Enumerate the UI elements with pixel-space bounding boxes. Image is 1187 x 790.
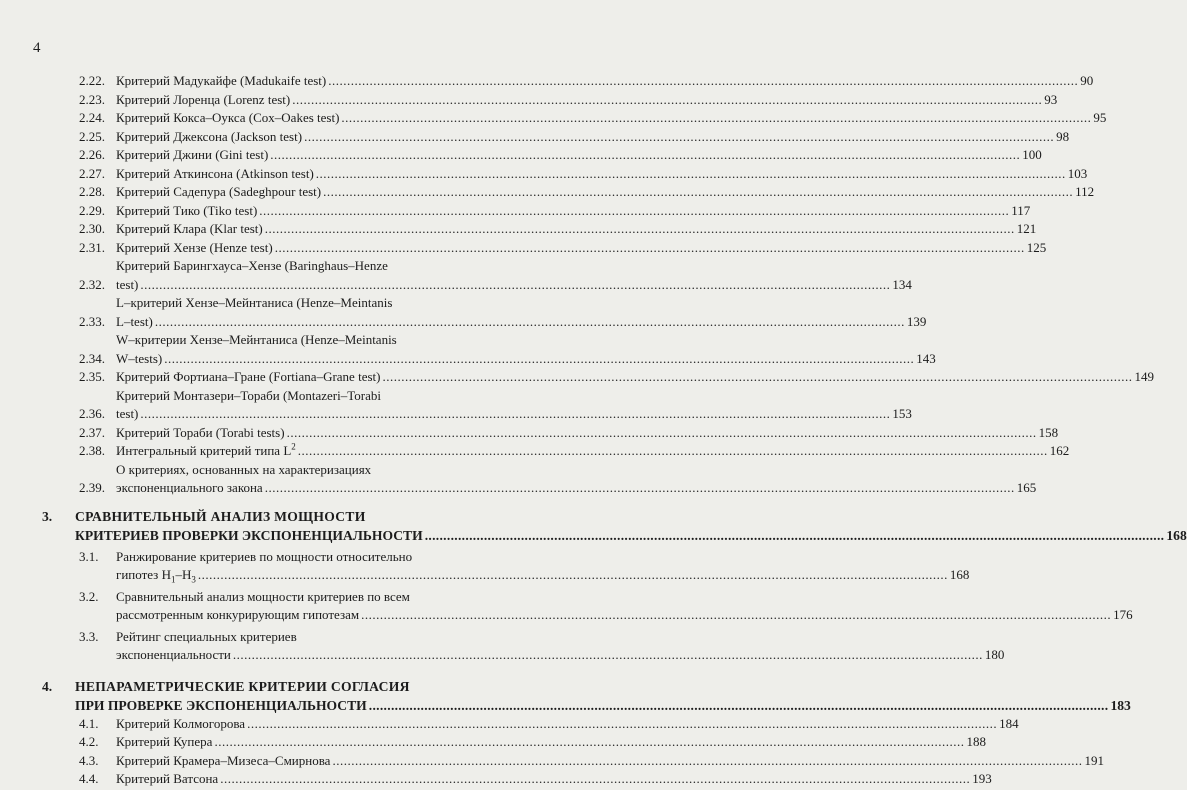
toc-chapter-4[interactable] [38,677,1131,715]
toc-entry[interactable] [38,165,1088,184]
toc-entry[interactable] [38,128,1070,147]
entry-page: 103 [1067,165,1088,181]
entry-number: 2.32. [79,276,105,292]
chapter-title-line2: ПРИ ПРОВЕРКЕ ЭКСПОНЕНЦИАЛЬНОСТИ [75,697,367,713]
entry-title: Критерий Джексона (Jackson test) [116,128,303,144]
entry-page: 168 [949,567,970,582]
entry-page: 191 [1084,752,1104,768]
entry-title-line2: экспоненциальности [116,647,231,662]
entry-title-line1: О критериях, основанных на характеризациях [116,461,372,477]
entry-number: 3.3. [79,628,99,644]
entry-page: 90 [1080,73,1094,88]
entry-title: Критерий Хензе (Henze test) [116,239,273,255]
leader-dots [328,72,1078,91]
chapter-page: 168 [1166,527,1187,543]
leader-dots [287,424,1037,443]
chapter-title-line1: НЕПАРАМЕТРИЧЕСКИЕ КРИТЕРИИ СОГЛАСИЯ [75,678,410,694]
entry-number: 2.31. [79,239,105,255]
entry-title-line1: Рейтинг специальных критериев [116,628,297,644]
entry-title-line2: L–test) [116,313,153,329]
entry-page: 149 [1134,369,1154,384]
toc-entry[interactable] [38,715,1019,734]
entry-title-line2: экспоненциального закона [116,480,263,495]
leader-dots [341,109,1091,128]
entry-title: Критерий Тико (Tiko test) [116,202,258,218]
entry-page: 139 [906,313,927,329]
entry-title: Критерий Клара (Klar test) [116,221,263,236]
entry-title-line1: Критерий Барингхауса–Хензе (Baringhaus–Henze [116,258,388,273]
entry-number: 2.33. [79,313,105,329]
toc-entry-2-36[interactable] [38,387,912,424]
entry-page: 143 [916,350,936,366]
entry-page: 100 [1022,147,1042,162]
subscript: 1 [170,574,176,585]
entry-page: 95 [1093,110,1107,125]
toc-entry-2-39[interactable] [38,461,1037,498]
entry-number: 4.3. [79,752,99,768]
subscript: 3 [191,574,196,585]
superscript: 2 [291,441,296,452]
entry-page: 117 [1011,202,1031,218]
entry-page: 153 [892,406,912,421]
entry-number: 3.2. [79,588,99,604]
entry-number: 2.38. [79,443,105,458]
entry-title-line2: гипотез H [116,567,171,582]
toc-chapter-3[interactable] [38,507,1187,545]
leader-dots [304,128,1054,147]
entry-title: Критерий Кокса–Оукса (Cox–Oakes test) [116,110,340,125]
entry-number: 2.30. [79,221,105,236]
toc-entry[interactable] [38,239,1047,258]
entry-number: 2.23. [79,91,105,107]
entry-title: Критерий Тораби (Torabi tests) [116,424,285,440]
entry-page: 176 [1113,607,1133,622]
entry-title: Критерий Джини (Gini test) [116,147,269,162]
leader-dots [265,220,1015,239]
entry-title-line1: L–критерий Хензе–Мейнтаниса (Henze–Meintanis [116,295,393,310]
chapter-title-line1: СРАВНИТЕЛЬНЫЙ АНАЛИЗ МОЩНОСТИ [75,508,366,524]
entry-title: Интегральный критерий типа L [116,443,292,458]
leader-dots [140,405,890,424]
table-of-contents [38,72,1187,789]
toc-entry-2-32[interactable] [38,257,912,294]
entry-number: 2.36. [79,406,105,421]
entry-title-line1: Критерий Монтазери–Тораби (Montazeri–Torabi [116,387,381,403]
entry-number: 4.2. [79,734,99,749]
toc-group-section-4 [38,715,1104,789]
leader-dots [382,368,1132,387]
toc-entry[interactable] [38,146,1042,165]
leader-dots [164,350,914,369]
toc-entry[interactable] [38,770,992,789]
leader-dots [270,146,1020,165]
leader-dots [316,165,1066,184]
toc-entry[interactable] [38,220,1037,239]
entry-title-line1: Сравнительный анализ мощности критериев по всем [116,588,410,604]
leader-dots [265,479,1015,498]
leader-dots [275,239,1025,258]
toc-entry[interactable] [38,72,1094,91]
entry-page: 193 [972,771,992,786]
entry-number: 2.24. [79,110,105,125]
entry-page: 134 [892,276,912,292]
entry-number: 3.1. [79,548,99,564]
entry-title-line1: Ранжирование критериев по мощности относительно [116,548,413,564]
entry-page: 162 [1049,443,1070,458]
entry-page: 93 [1044,91,1058,107]
toc-entry[interactable] [38,109,1107,128]
entry-number: 2.22. [79,73,105,88]
leader-dots [247,715,997,734]
entry-page: 165 [1016,480,1037,495]
toc-entry-3-3[interactable] [38,628,1005,665]
leader-dots [233,646,983,665]
entry-page: 188 [966,734,986,749]
leader-dots [214,733,964,752]
entry-title: Критерий Крамера–Мизеса–Смирнова [116,752,331,768]
toc-entry[interactable] [38,183,1095,202]
leader-dots [361,606,1111,625]
toc-entry-2-35[interactable] [38,368,1154,387]
entry-number: 2.28. [79,184,105,199]
entry-title-line1: W–критерии Хензе–Мейнтаниса (Henze–Meintanis [116,332,397,347]
entry-title-line2: test) [116,406,139,421]
entry-number: 2.35. [79,369,105,384]
toc-entry-2-38[interactable] [38,441,1070,461]
entry-title: Критерий Фортиана–Гране (Fortiana–Grane test) [116,369,381,384]
toc-entry-3-1[interactable] [38,548,970,585]
entry-title: Критерий Колмогорова [116,715,246,731]
entry-page: 180 [984,647,1005,662]
leader-dots [298,442,1048,461]
toc-entry-2-33[interactable] [38,294,927,331]
leader-dots [198,566,948,585]
leader-dots [369,696,1109,715]
chapter-number: 3. [42,508,53,524]
leader-dots [259,202,1009,221]
entry-page: 184 [999,715,1019,731]
page-number: 4 [33,40,41,56]
entry-number: 2.29. [79,202,105,218]
chapter-number: 4. [42,678,53,694]
entry-title: Критерий Ватсона [116,771,219,786]
leader-dots [220,770,970,789]
toc-entry[interactable] [38,733,986,752]
entry-title-line2: рассмотренным конкурирующим гипотезам [116,607,360,622]
chapter-page: 183 [1110,697,1131,713]
entry-page: 121 [1016,221,1037,236]
entry-title-line2: test) [116,276,139,292]
entry-page: 158 [1038,424,1059,440]
entry-page: 112 [1075,184,1095,199]
entry-page: 98 [1056,128,1070,144]
entry-title-line2-mid: –H [175,567,192,582]
entry-title: Критерий Садепура (Sadeghpour test) [116,184,322,199]
entry-number: 2.27. [79,165,105,181]
entry-number: 2.37. [79,424,105,440]
leader-dots [425,526,1165,545]
entry-number: 2.25. [79,128,105,144]
entry-title-line2: W–tests) [116,350,163,366]
toc-entry[interactable] [38,91,1058,110]
toc-entry-2-37[interactable] [38,424,1059,443]
toc-group-section-2 [38,72,1107,257]
chapter-title-line2: КРИТЕРИЕВ ПРОВЕРКИ ЭКСПОНЕНЦИАЛЬНОСТИ [75,527,423,543]
leader-dots [140,276,890,295]
leader-dots [332,752,1082,771]
entry-page: 125 [1026,239,1047,255]
toc-entry[interactable] [38,752,1104,771]
entry-title: Критерий Лоренца (Lorenz test) [116,91,291,107]
toc-entry[interactable] [38,202,1031,221]
entry-number: 4.4. [79,771,99,786]
entry-number: 2.34. [79,350,105,366]
entry-number: 4.1. [79,715,99,731]
entry-title: Критерий Мадукайфе (Madukaife test) [116,73,327,88]
entry-title: Критерий Купера [116,734,213,749]
entry-number: 2.39. [79,480,105,495]
entry-number: 2.26. [79,147,105,162]
leader-dots [155,313,905,332]
toc-entry-3-2[interactable] [38,588,1133,625]
entry-title: Критерий Аткинсона (Atkinson test) [116,165,314,181]
toc-entry-2-34[interactable] [38,331,936,368]
leader-dots [323,183,1073,202]
leader-dots [292,91,1042,110]
